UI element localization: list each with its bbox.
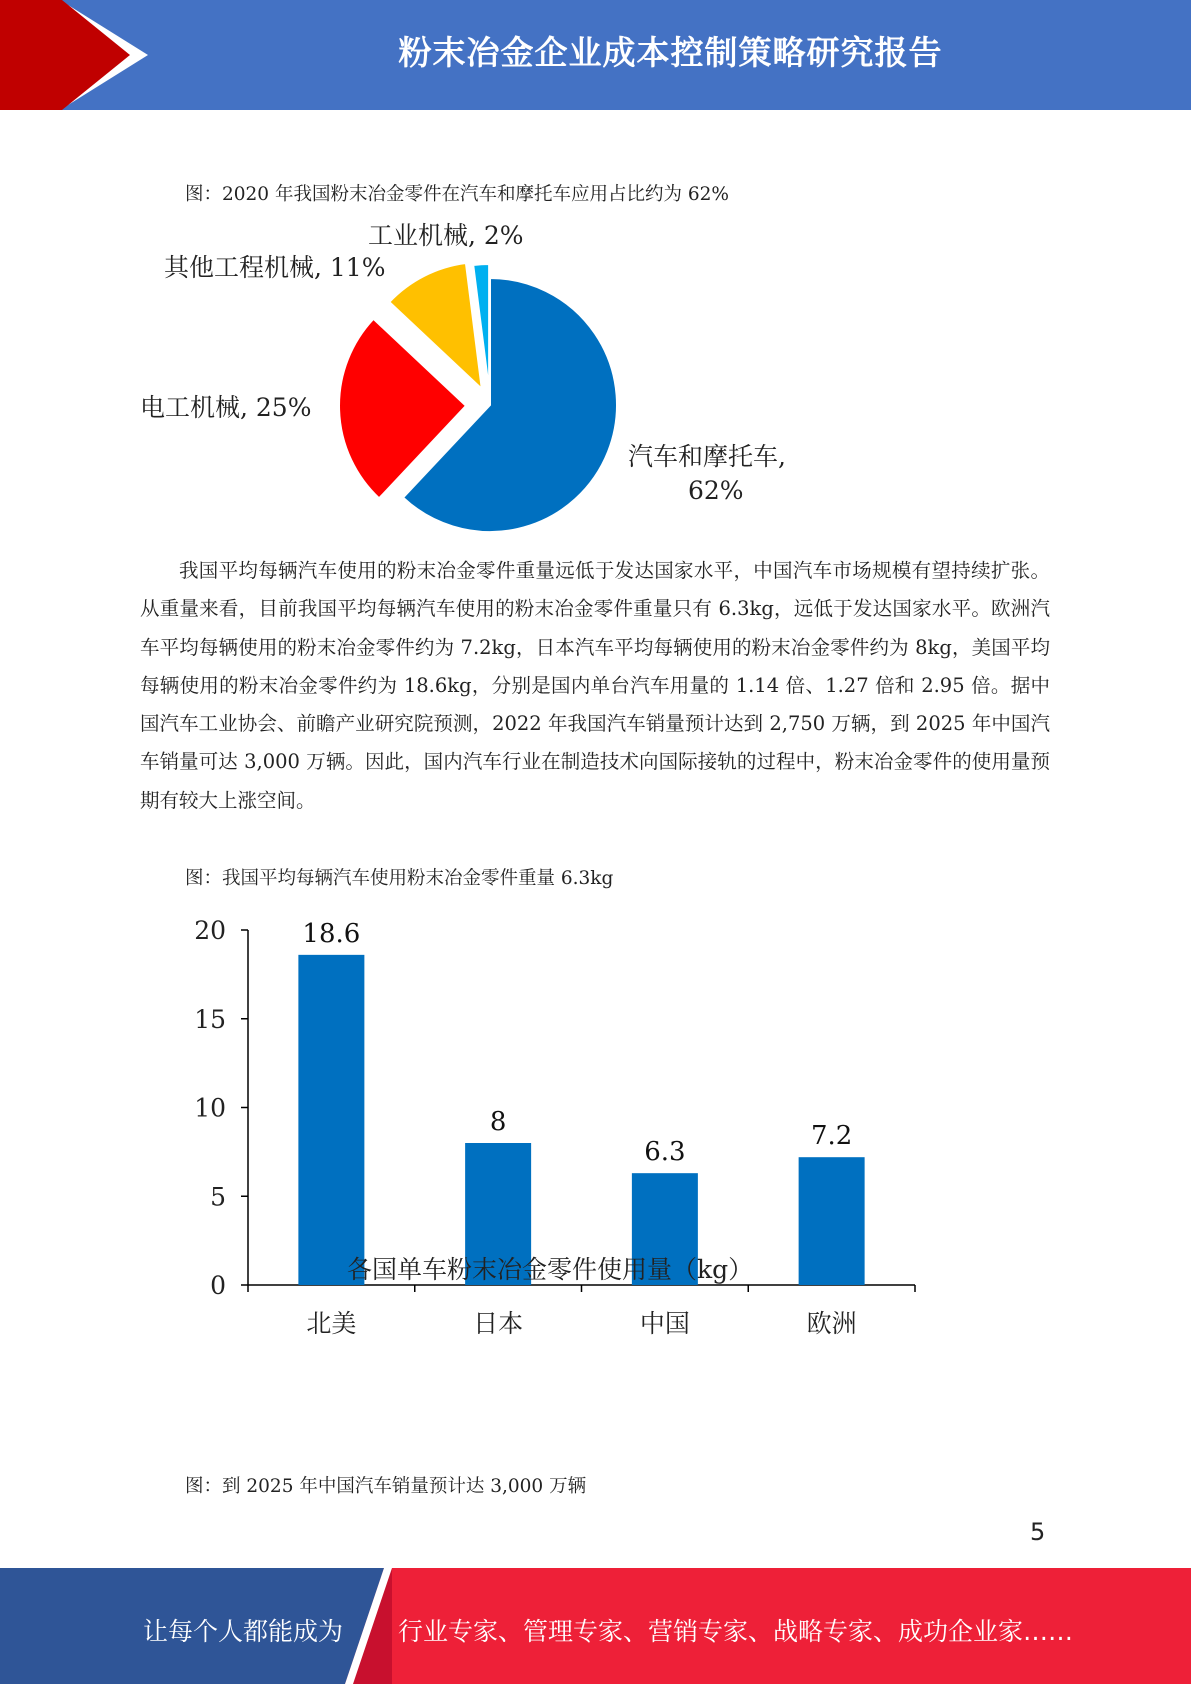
pie-chart — [0, 0, 1191, 560]
figure1-caption: 图：2020 年我国粉末冶金零件在汽车和摩托车应用占比约为 62% — [185, 184, 729, 205]
bar-value-label: 18.6 — [302, 918, 361, 949]
body-paragraph: 我国平均每辆汽车使用的粉末冶金零件重量远低于发达国家水平，中国汽车市场规模有望持续扩张。从重量来看，目前我国平均每辆汽车使用的粉末冶金零件重量只有 6.3kg，远低于发达国家水平。欧洲汽车平均每辆使用的粉末冶金零件约为 7.2kg，日本汽车平均每辆使用的粉末冶金零件约为 8kg，美国平均每辆使用的粉末冶金零件约为 18.6kg，分别是国内单台汽车用量的 1.14 倍、1.27 倍和 2.95 倍。据中国汽车工业协会、前瞻产业研究院预测，2022 年我国汽车销量预计达到 2,750 万辆，到 2025 年中国汽车销量可达 3,000 万辆。因此，国内汽车行业在制造技术向国际接轨的过程中，粉末冶金零件的使用量预期有较大上涨空间。 — [140, 559, 1050, 812]
x-category-label: 北美 — [306, 1309, 357, 1338]
bar-chart — [0, 880, 1191, 1420]
bar-value-label: 8 — [489, 1107, 507, 1137]
footer-slogan-left: 让每个人都能成为 — [143, 1617, 344, 1646]
y-tick-label: 10 — [194, 1093, 226, 1123]
y-tick-label: 20 — [194, 916, 226, 945]
pie-label-automotive-value: 62% — [688, 476, 744, 505]
report-title: 粉末冶金企业成本控制策略研究报告 — [398, 33, 943, 72]
legend-swatch — [325, 1261, 341, 1277]
bar-value-label: 7.2 — [810, 1121, 853, 1152]
y-tick-label: 5 — [210, 1182, 226, 1212]
y-tick-label: 0 — [210, 1271, 226, 1300]
y-tick-label: 15 — [194, 1004, 226, 1034]
figure2-caption: 图：我国平均每辆汽车使用粉末冶金零件重量 6.3kg — [185, 868, 614, 889]
footer-slogan-right: 行业专家、管理专家、营销专家、战略专家、成功企业家…… — [398, 1617, 1074, 1646]
x-category-label: 欧洲 — [806, 1309, 857, 1338]
pie-label-electrical: 电工机械, 25% — [140, 393, 312, 422]
pie-label-other-engineering: 其他工程机械, 11% — [164, 253, 386, 282]
bar-0 — [298, 955, 364, 1285]
x-category-label: 日本 — [473, 1309, 524, 1338]
pie-label-automotive: 汽车和摩托车, — [628, 442, 786, 471]
figure3-caption: 图：到 2025 年中国汽车销量预计达 3,000 万辆 — [185, 1476, 587, 1497]
legend-label: 各国单车粉末冶金零件使用量（kg） — [347, 1255, 754, 1284]
pie-label-industrial: 工业机械, 2% — [368, 221, 524, 250]
page-number: 5 — [1030, 1518, 1046, 1546]
x-category-label: 中国 — [639, 1309, 690, 1338]
bar-3 — [799, 1157, 865, 1285]
bar-value-label: 6.3 — [644, 1137, 686, 1168]
